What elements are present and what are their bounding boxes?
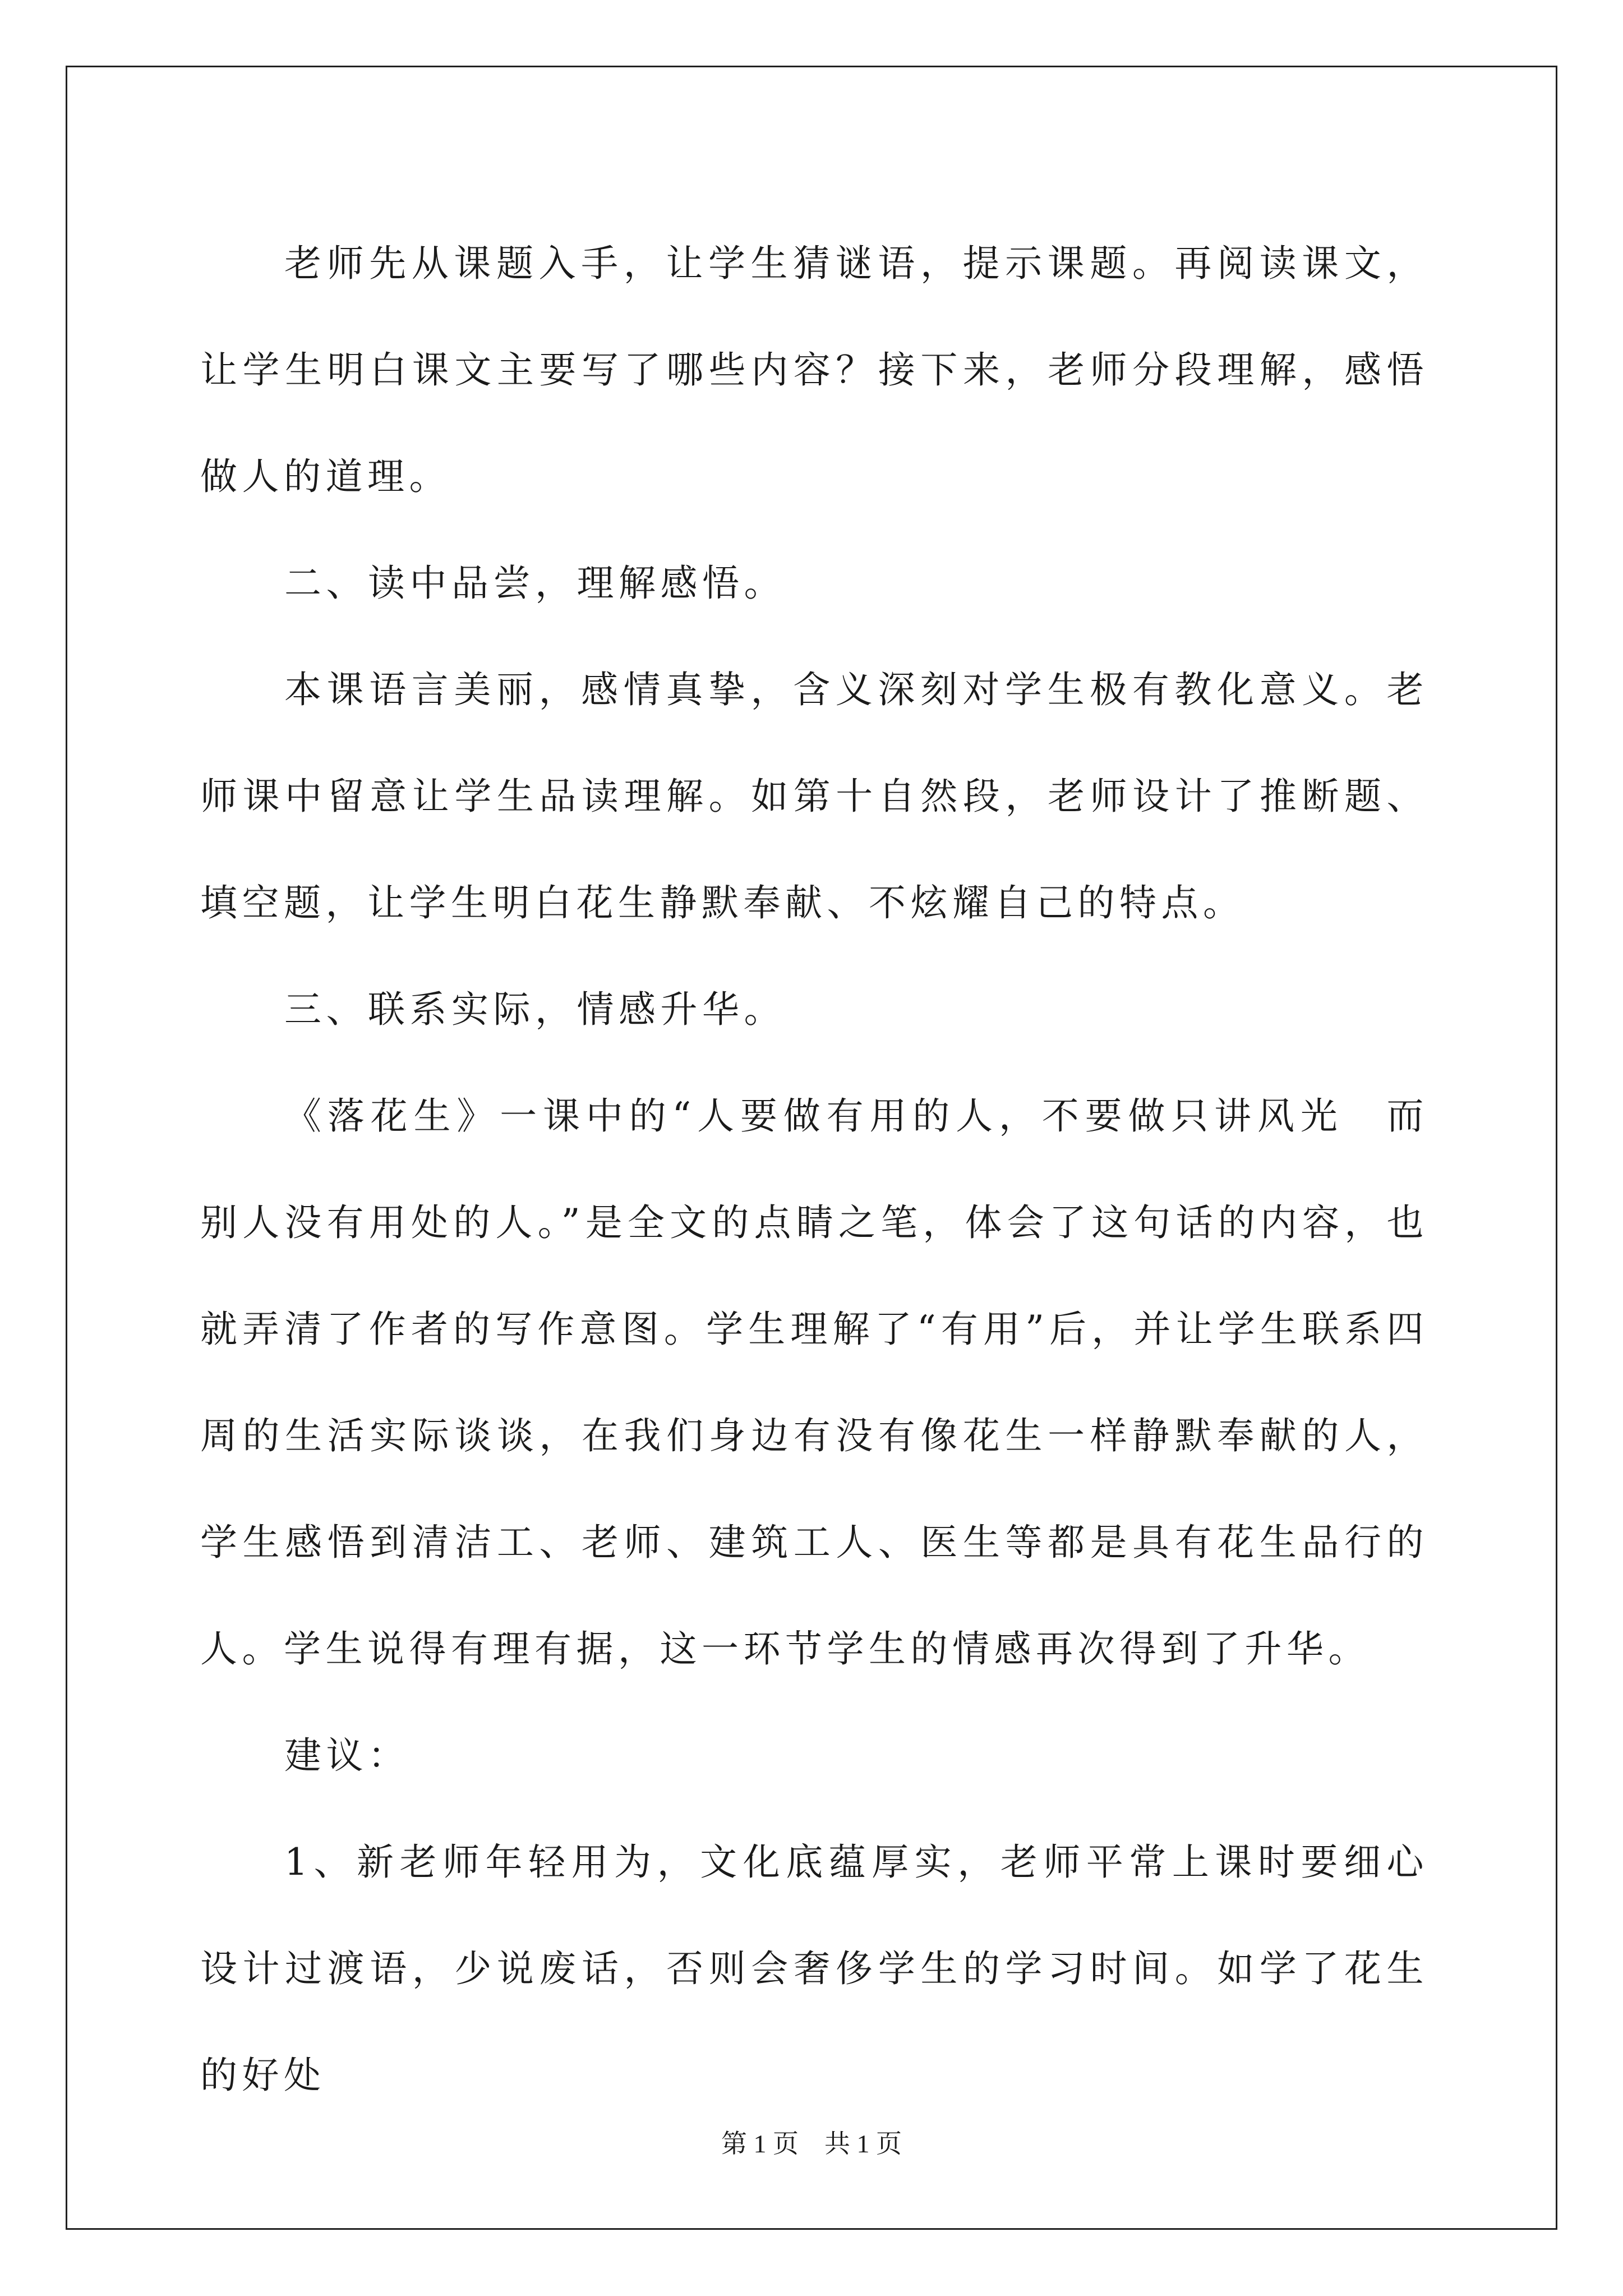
suggestion-heading: 建议： [284,1734,410,1777]
paragraph-section-2: 本课语言美丽，感情真挚，含义深刻对学生极有教化意义。老师课中留意让学生品读理解。如第十自然段，老师设计了推断题、填空题，让学生明白花生静默奉献、不炫耀自己的特点。 [200,668,1428,924]
suggestion-item-1: 1、新老师年轻用为，文化底蕴厚实，老师平常上课时要细心设计过渡语，少说废话，否则会奢侈学生的学习时间。如学了花生的好处 [200,1841,1428,2097]
section-heading-3: 三、联系实际，情感升华。 [284,988,786,1031]
paragraph-section-3: 《落花生》一课中的“人要做有用的人，不要做只讲风光 而别人没有用处的人。”是全文的点睛之笔，体会了这句话的内容，也就弄清了作者的写作意图。学生理解了“有用”后，并让学生联系四周的生活实际谈谈，在我们身边有没有像花生一样静默奉献的人，学生感悟到清洁工、老师、建筑工人、医生等都是具有花生品行的人。学生说得有理有据，这一环节学生的情感再次得到了升华。 [200,1094,1428,1671]
page-number-footer: 第 1 页 共 1 页 [721,2129,902,2158]
document-body [200,210,1428,2129]
paragraph-intro: 老师先从课题入手，让学生猜谜语，提示课题。再阅读课文，让学生明白课文主要写了哪些内容？接下来，老师分段理解，感悟做人的道理。 [200,242,1428,498]
section-heading-2: 二、读中品尝，理解感悟。 [284,562,786,605]
